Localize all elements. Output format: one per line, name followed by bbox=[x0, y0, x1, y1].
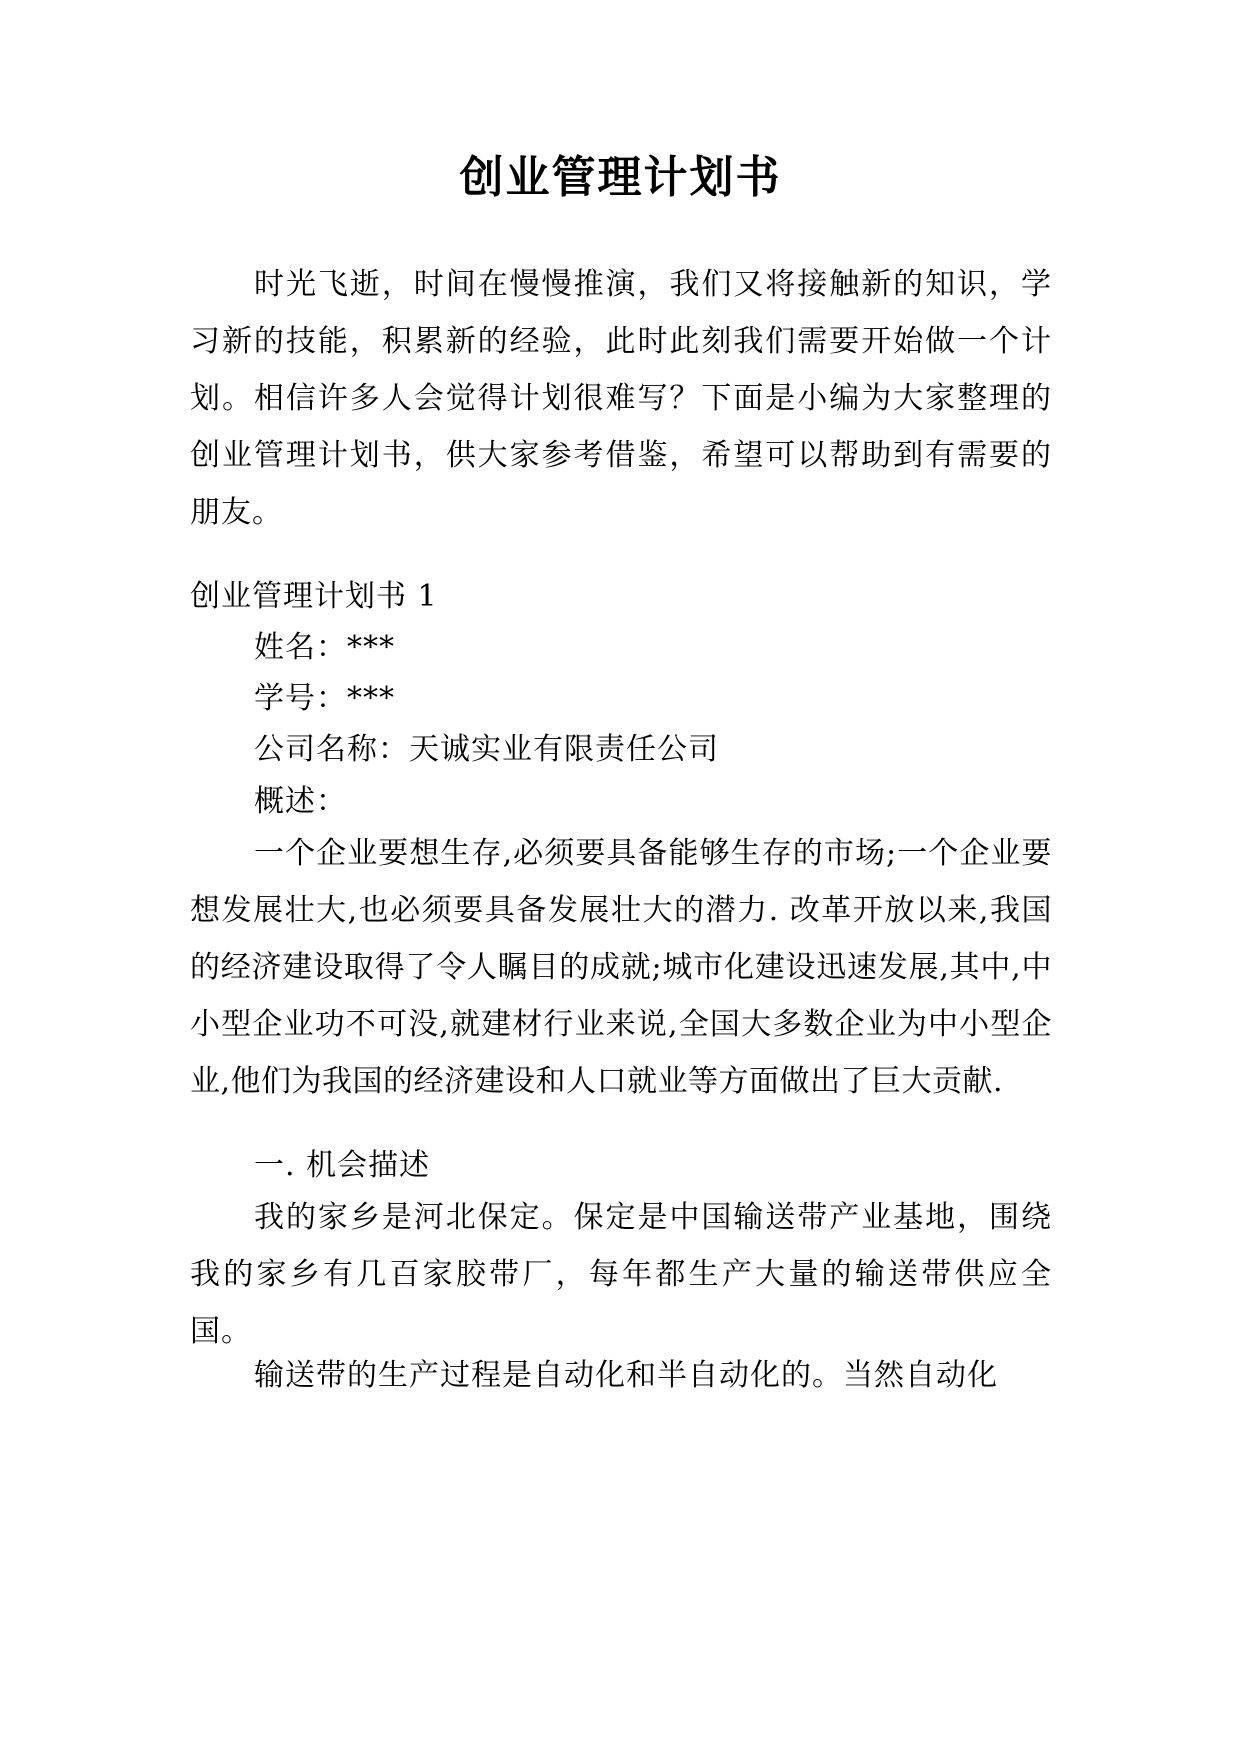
opportunity-paragraph-2: 输送带的生产过程是自动化和半自动化的。当然自动化 bbox=[254, 1358, 998, 1393]
company-name-line: 公司名称：天诚实业有限责任公司 bbox=[254, 732, 719, 767]
overview-paragraph: 一个企业要想生存,必须要具备能够生存的市场;一个企业要想发展壮大,也必须要具备发展壮大的潜力. 改革开放以来,我国的经济建设取得了令人瞩目的成就;城市化建设迅速发展,其中,中小型企业功不可没,就建材行业来说,全国大多数企业为中小型企业,他们为我国的经济建设和人口就业等方面做出了巨大贡献. bbox=[190, 836, 1052, 1099]
student-id-line: 学号：*** bbox=[254, 681, 395, 716]
name-line: 姓名：*** bbox=[254, 630, 395, 665]
intro-paragraph: 时光飞逝，时间在慢慢推演，我们又将接触新的知识，学习新的技能，积累新的经验，此时此刻我们需要开始做一个计划。相信许多人会觉得计划很难写？下面是小编为大家整理的创业管理计划书，供大家参考借鉴，希望可以帮助到有需要的朋友。 bbox=[190, 267, 1052, 530]
document-title: 创业管理计划书 bbox=[459, 152, 782, 203]
opportunity-paragraph-1: 我的家乡是河北保定。保定是中国输送带产业基地，围绕我的家乡有几百家胶带厂，每年都生产大量的输送带供应全国。 bbox=[190, 1200, 1052, 1349]
section-heading: 创业管理计划书 1 bbox=[190, 579, 438, 614]
opportunity-subheading: 一. 机会描述 bbox=[254, 1148, 431, 1183]
overview-label: 概述： bbox=[254, 784, 347, 819]
